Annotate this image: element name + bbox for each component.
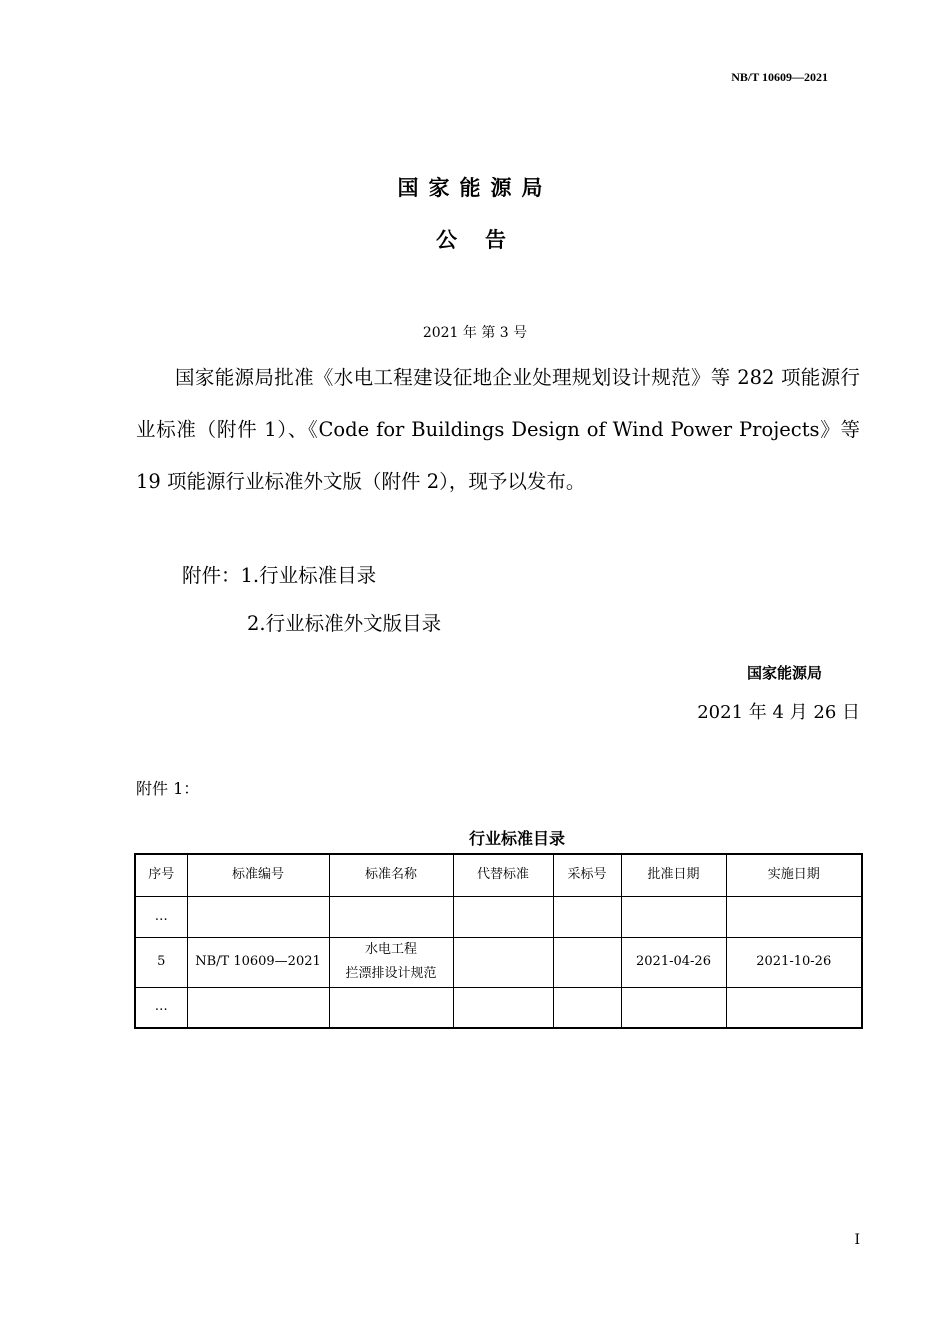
table-cell xyxy=(553,937,621,987)
column-header: 采标号 xyxy=(553,854,621,896)
notice-title: 公告 xyxy=(436,228,534,252)
table-cell xyxy=(726,987,862,1028)
table-row xyxy=(135,937,862,987)
column-header: 代替标准 xyxy=(453,854,553,896)
column-header: 标准名称 xyxy=(329,854,453,896)
table-cell xyxy=(621,896,726,937)
column-header: 序号 xyxy=(135,854,187,896)
signature-date: 2021 年 4 月 26 日 xyxy=(697,702,860,723)
table-cell xyxy=(553,896,621,937)
table-cell: NB/T 10609—2021 xyxy=(187,937,329,987)
table-cell xyxy=(453,937,553,987)
column-header: 实施日期 xyxy=(726,854,862,896)
table-cell xyxy=(187,987,329,1028)
table-cell xyxy=(553,987,621,1028)
annex-label: 附件 1： xyxy=(136,779,200,798)
notice-body: 国家能源局批准《水电工程建设征地企业处理规划设计规范》等 282 项能源行业标准（附件 1）、《Code for Buildings Design of Wind Power Projects》等 19 项能源行业标准外文版（附件 2），现予以发布。 xyxy=(136,366,860,493)
page-number: I xyxy=(854,1232,860,1248)
issue-number: 2021 年 第 3 号 xyxy=(422,325,528,341)
table-row xyxy=(135,987,862,1028)
table-cell xyxy=(621,987,726,1028)
column-header: 标准编号 xyxy=(187,854,329,896)
attachment-item-2: 2.行业标准外文版目录 xyxy=(247,612,442,635)
standards-table xyxy=(134,853,863,1029)
table-cell: … xyxy=(135,987,187,1028)
table-cell: 2021-04-26 xyxy=(621,937,726,987)
signature-organization: 国家能源局 xyxy=(746,664,822,682)
column-header: 批准日期 xyxy=(621,854,726,896)
table-cell: 水电工程 拦漂排设计规范 xyxy=(329,937,453,987)
table-title: 行业标准目录 xyxy=(468,829,565,848)
table-cell xyxy=(726,896,862,937)
table-cell: 2021-10-26 xyxy=(726,937,862,987)
table-cell: … xyxy=(135,896,187,937)
issuer-title: 国家能源局 xyxy=(397,176,553,200)
table-cell: 5 xyxy=(135,937,187,987)
table-cell xyxy=(329,896,453,937)
table-cell xyxy=(187,896,329,937)
table-header-row xyxy=(135,854,862,896)
table-cell xyxy=(329,987,453,1028)
standard-code: NB/T 10609—2021 xyxy=(731,70,828,84)
table-row xyxy=(135,896,862,937)
table-cell xyxy=(453,896,553,937)
attachment-item-1: 附件：1.行业标准目录 xyxy=(182,564,377,587)
table-cell xyxy=(453,987,553,1028)
